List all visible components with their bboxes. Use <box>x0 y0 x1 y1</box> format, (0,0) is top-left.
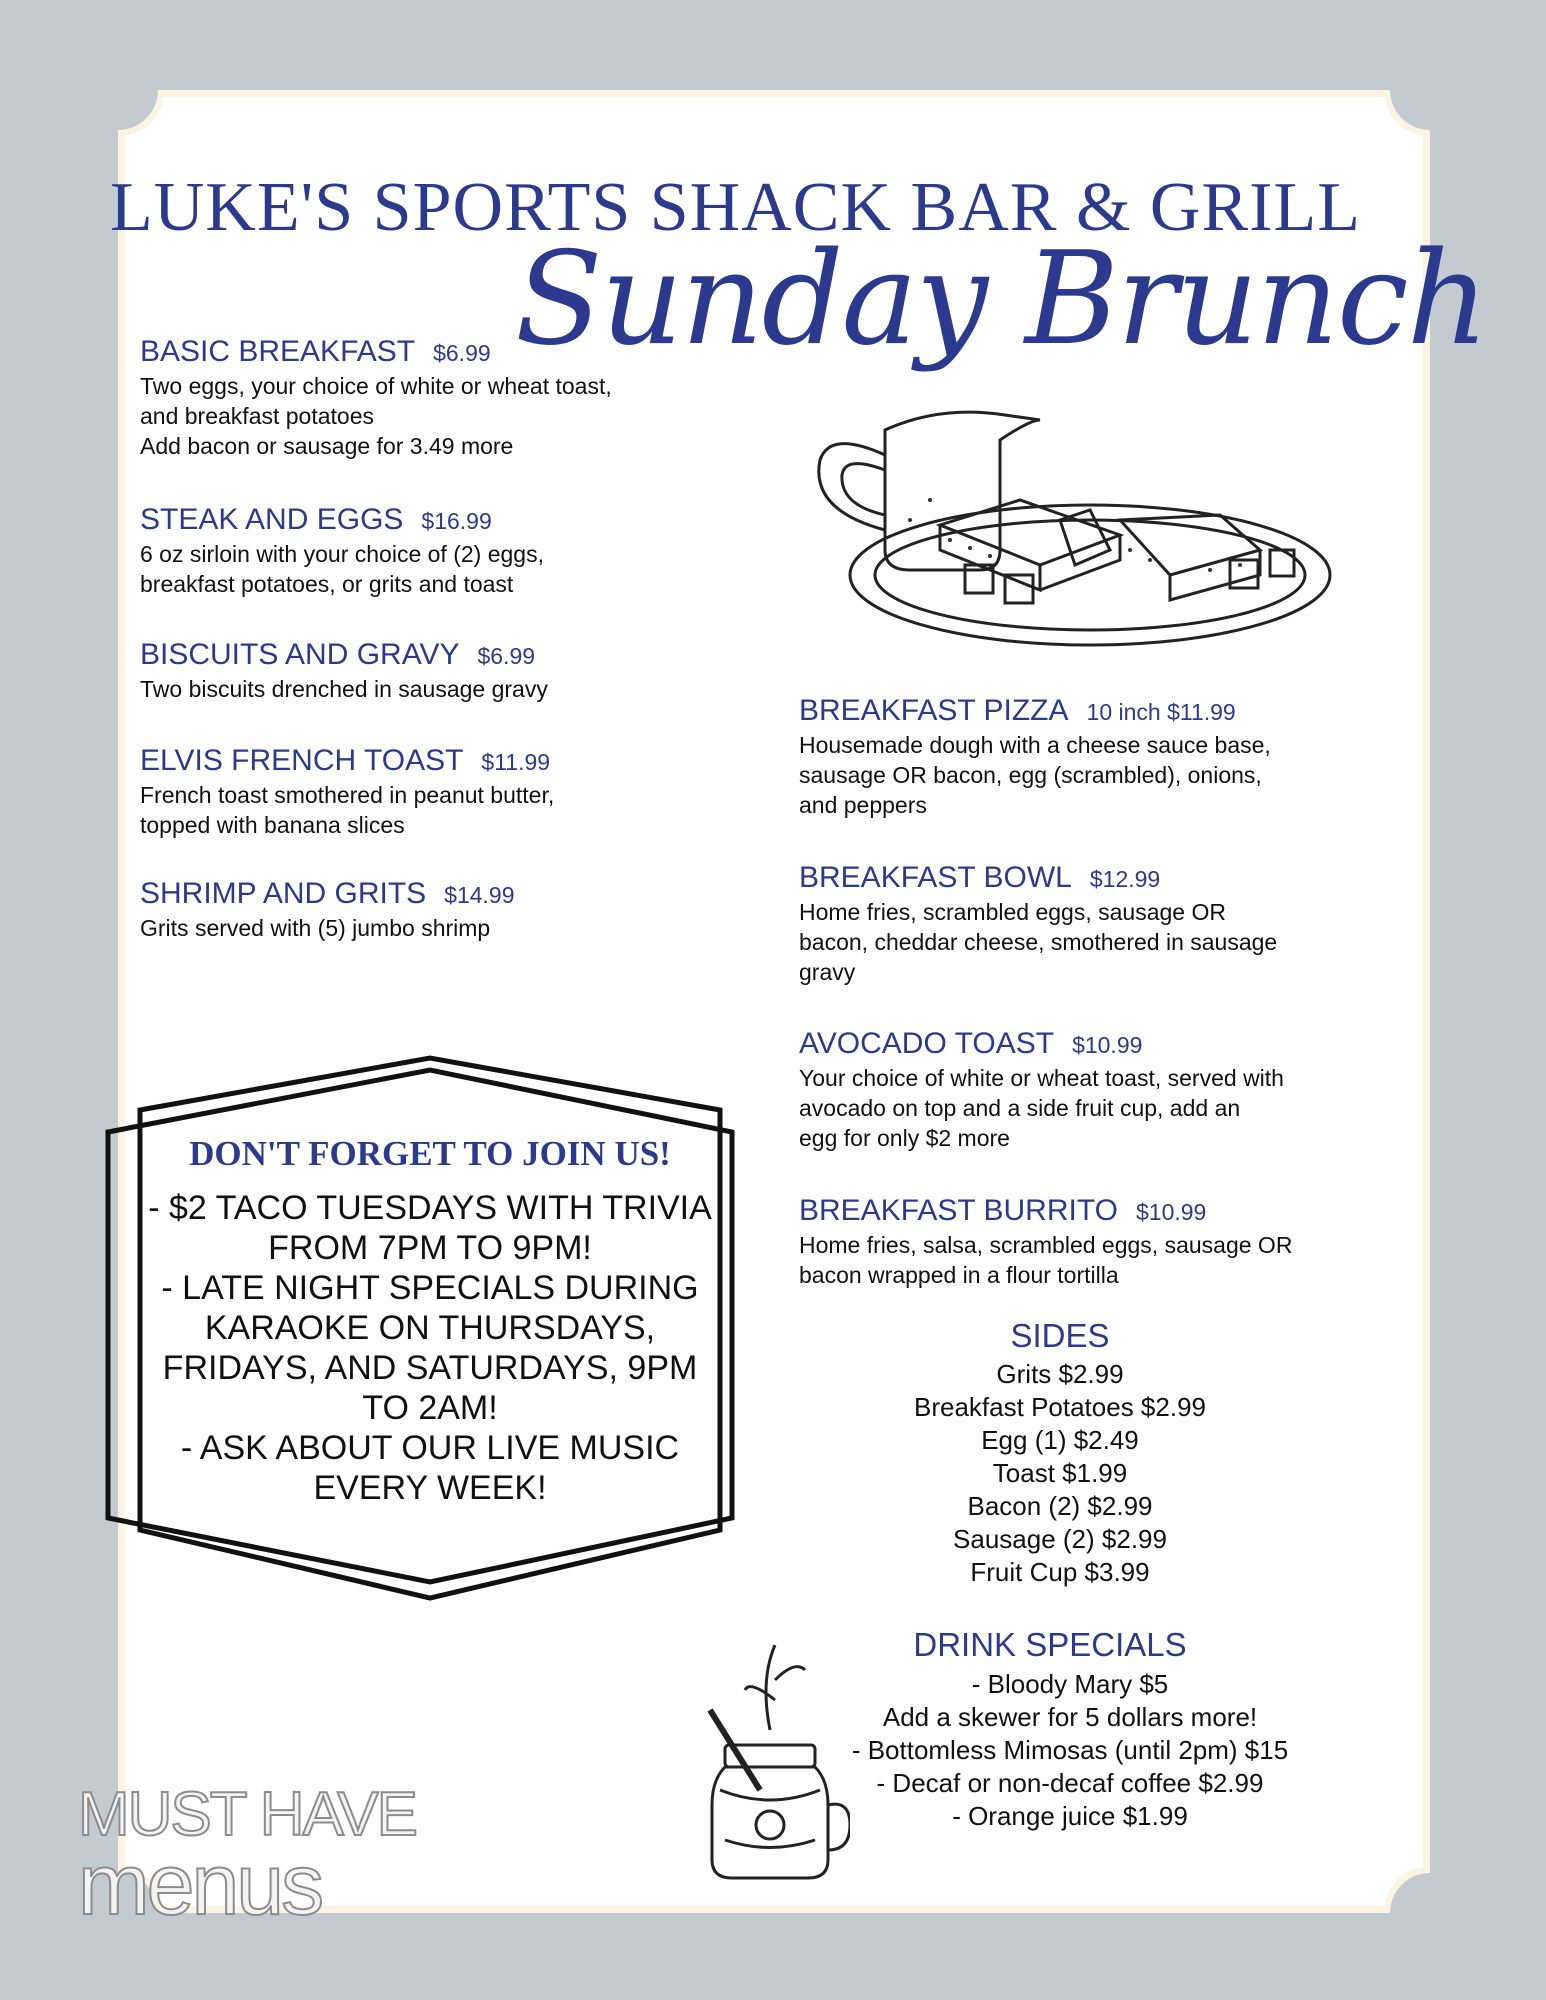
drink-item: - Bottomless Mimosas (until 2pm) $15 <box>851 1735 1289 1765</box>
menu-item-breakfast-pizza <box>799 694 1419 820</box>
item-description: Two eggs, your choice of white or wheat toast, and breakfast potatoes Add bacon or sausage for 3.49 more <box>140 373 612 459</box>
item-description: Grits served with (5) jumbo shrimp <box>140 915 491 941</box>
drink-item: - Bloody Mary $5 <box>971 1669 1169 1699</box>
item-name: BREAKFAST PIZZA <box>799 694 1069 727</box>
promo-line: TO 2AM! <box>362 1389 498 1427</box>
item-price: $14.99 <box>444 882 515 908</box>
menu-item-breakfast-bowl <box>799 861 1419 987</box>
item-price: $10.99 <box>1135 1199 1207 1225</box>
item-name: BREAKFAST BURRITO <box>799 1194 1118 1227</box>
item-description: Housemade dough with a cheese sauce base, sausage OR bacon, egg (scrambled), onions, and peppers <box>799 732 1271 818</box>
item-description: Home fries, scrambled eggs, sausage OR bacon, cheddar cheese, smothered in sausage gravy <box>799 899 1278 985</box>
restaurant-name: LUKE'S SPORTS SHACK BAR & GRILL <box>110 169 1361 246</box>
promo-heading: DON'T FORGET TO JOIN US! <box>189 1134 671 1173</box>
sunday-brunch-title: Sunday Brunch <box>515 225 1488 374</box>
menu-item-basic-breakfast <box>140 335 760 461</box>
promo-line: KARAOKE ON THURSDAYS, <box>204 1309 656 1347</box>
promo-line: FROM 7PM TO 9PM! <box>268 1229 592 1267</box>
drink-item: - Orange juice $1.99 <box>952 1801 1188 1831</box>
item-price: $16.99 <box>421 508 492 534</box>
side-item: Sausage (2) $2.99 <box>953 1524 1167 1554</box>
promo-line: EVERY WEEK! <box>313 1469 547 1507</box>
side-item: Grits $2.99 <box>996 1359 1124 1389</box>
item-description: Two biscuits drenched in sausage gravy <box>140 676 548 702</box>
item-name: BASIC BREAKFAST <box>140 335 416 368</box>
side-item: Toast $1.99 <box>992 1458 1128 1488</box>
item-name: AVOCADO TOAST <box>799 1027 1055 1060</box>
item-price: 10 inch $11.99 <box>1086 699 1236 725</box>
menu-item-elvis-french-toast <box>140 744 760 840</box>
item-price: $6.99 <box>433 340 491 366</box>
drink-specials-heading: DRINK SPECIALS <box>913 1626 1187 1663</box>
promo-line: - LATE NIGHT SPECIALS DURING <box>161 1269 699 1307</box>
menu-item-steak-and-eggs <box>140 503 760 599</box>
item-description: French toast smothered in peanut butter, topped with banana slices <box>140 782 555 838</box>
menu-item-biscuits-and-gravy <box>140 638 760 704</box>
watermark-line: menus <box>78 1837 322 1933</box>
sides-heading: SIDES <box>1010 1317 1110 1354</box>
item-name: ELVIS FRENCH TOAST <box>140 744 464 777</box>
menu-item-shrimp-and-grits <box>140 877 760 943</box>
mason-jar-drink-icon <box>700 1640 850 1890</box>
item-name: BREAKFAST BOWL <box>799 861 1072 894</box>
menu-item-breakfast-burrito <box>799 1194 1419 1290</box>
drink-item: Add a skewer for 5 dollars more! <box>882 1702 1258 1732</box>
menu-item-avocado-toast <box>799 1027 1419 1153</box>
breakfast-illustration <box>790 400 1350 670</box>
item-price: $6.99 <box>477 643 536 669</box>
item-price: $12.99 <box>1089 866 1161 892</box>
watermark-line: MUST HAVE <box>78 1780 416 1849</box>
item-price: $11.99 <box>481 749 551 775</box>
item-name: STEAK AND EGGS <box>140 503 404 536</box>
item-description: Home fries, salsa, scrambled eggs, sausage OR bacon wrapped in a flour tortilla <box>799 1232 1293 1288</box>
side-item: Breakfast Potatoes $2.99 <box>914 1392 1206 1422</box>
item-name: SHRIMP AND GRITS <box>140 877 427 910</box>
side-item: Fruit Cup $3.99 <box>970 1557 1150 1587</box>
side-item: Bacon (2) $2.99 <box>967 1491 1153 1521</box>
side-item: Egg (1) $2.49 <box>981 1425 1139 1455</box>
watermark-logo <box>78 1780 416 1933</box>
item-name: BISCUITS AND GRAVY <box>140 638 460 671</box>
drink-item: - Decaf or non-decaf coffee $2.99 <box>876 1768 1264 1798</box>
item-description: 6 oz sirloin with your choice of (2) eggs, breakfast potatoes, or grits and toast <box>140 541 544 597</box>
item-price: $10.99 <box>1072 1032 1143 1058</box>
promo-line: - $2 TACO TUESDAYS WITH TRIVIA <box>148 1189 712 1227</box>
promo-line: FRIDAYS, AND SATURDAYS, 9PM <box>162 1349 698 1387</box>
promo-line: - ASK ABOUT OUR LIVE MUSIC <box>180 1429 680 1467</box>
item-description: Your choice of white or wheat toast, served with avocado on top and a side fruit cup, add an egg for only $2 more <box>799 1065 1284 1151</box>
